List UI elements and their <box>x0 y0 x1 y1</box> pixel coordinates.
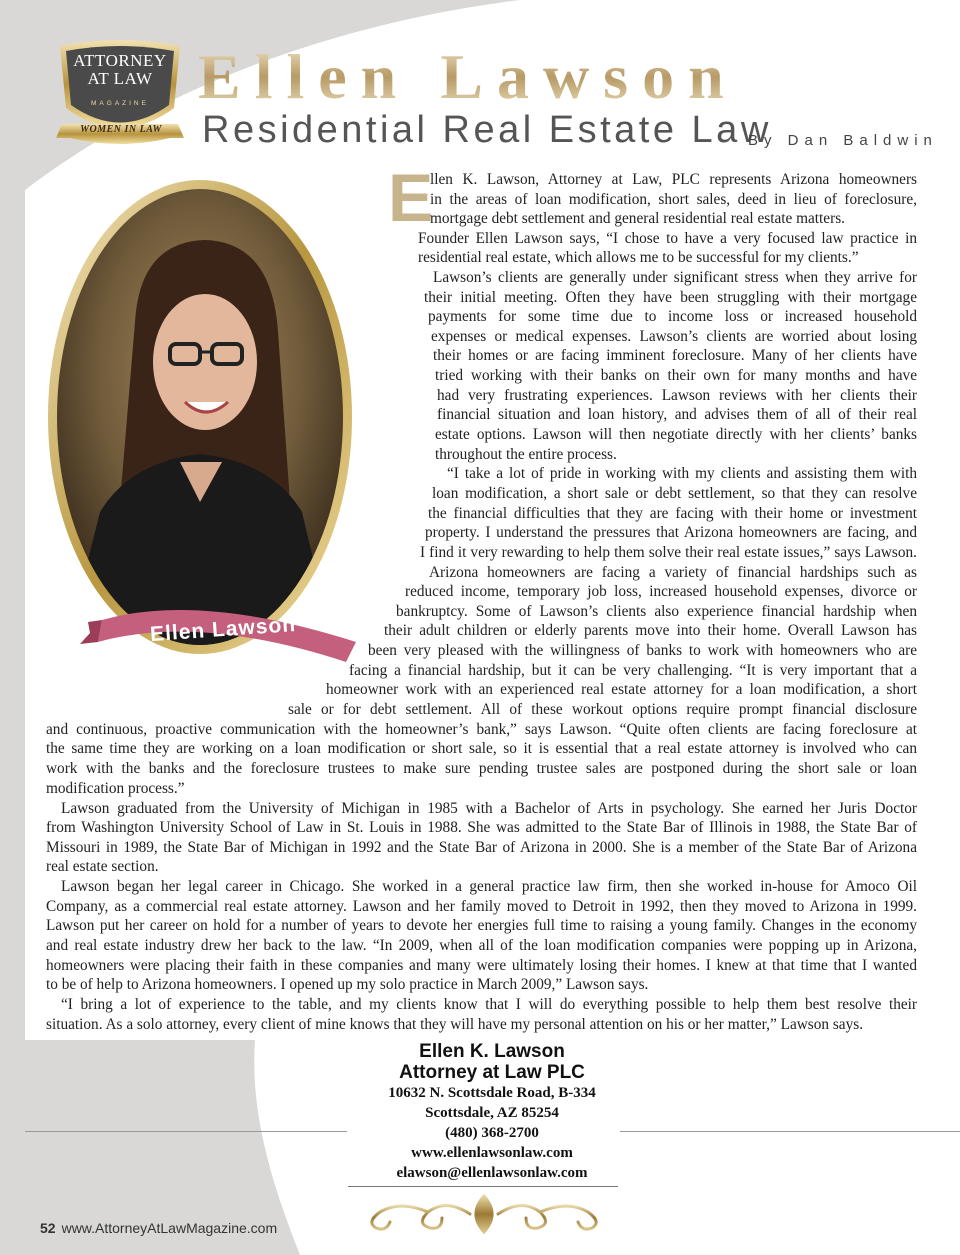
article-line: “I take a lot of pride in working with my clients and assisting them with <box>447 465 917 482</box>
page-number: 52 <box>40 1220 56 1236</box>
contact-city: Scottsdale, AZ 85254 <box>425 1105 559 1121</box>
contact-firm: Attorney at Law PLC <box>399 1062 585 1083</box>
article-line: I find it very rewarding to help them solve their real estate issues,” says Lawson. <box>420 544 917 561</box>
article-line: the same time they are working on a loan modification or short sale, so it is essential that a real estate attorney is involved who can <box>46 740 917 757</box>
article-line: residential real estate, which allows me to be successful for my clients.” <box>418 249 859 266</box>
article-line: mortgage debt settlement and general residential real estate matters. <box>430 210 845 227</box>
article-line: been very pleased with the willingness of banks to work with homeowners who are <box>368 642 917 659</box>
article-line: property. I understand the pressures that Arizona homeowners are facing, and <box>425 524 917 541</box>
footer-site-link[interactable]: www.AttorneyAtLawMagazine.com <box>61 1220 278 1236</box>
byline: By Dan Baldwin <box>748 132 938 149</box>
article-line: and real estate industry drew her back to the law. “In 2009, when all of the loan modification companies were popping up in Arizona, <box>46 937 917 954</box>
portrait-ribbon-label: Ellen Lawson <box>149 612 297 647</box>
article-line: to be of help to Arizona homeowners. I opened up my solo practice in March 2009,” Lawson says. <box>46 976 649 993</box>
article-line: Lawson graduated from the University of Michigan in 1985 with a Bachelor of Arts in psychology. She earned her Juris Doctor <box>61 800 917 817</box>
article-line: homeowner work with an experienced real estate attorney for a loan modification, a short <box>326 681 917 698</box>
contact-email[interactable]: elawson@ellenlawsonlaw.com <box>396 1165 588 1181</box>
article-line: and continuous, proactive communication with the homeowner’s bank,” says Lawson. “Quite often clients are facing foreclosure at <box>46 721 917 738</box>
article-line: llen K. Lawson, Attorney at Law, PLC represents Arizona homeowners <box>430 171 917 188</box>
divider-ornament-top <box>348 1186 618 1187</box>
article-line: real estate section. <box>46 858 159 875</box>
article-line: sale or for debt settlement. All of these workout options require prompt financial disclosure <box>288 701 917 718</box>
article-line: “I bring a lot of experience to the table, and my clients know that I will do everything possible to help them best resolve their <box>61 996 917 1013</box>
article-title: Ellen Lawson <box>198 41 738 112</box>
contact-phone: (480) 368-2700 <box>445 1125 539 1141</box>
article-line: Missouri in 1989, the State Bar of Michigan in 1992 and the State Bar of Arizona in 2000. She is a member of the State Bar of Arizona <box>46 839 917 856</box>
article-line: facing a financial hardship, but it can be very challenging. “It is very important that a <box>349 662 917 679</box>
article-line: Company, as a commercial real estate attorney. Lawson and her family moved to Detroit in 1992, then they moved to Arizona in 1999. <box>46 898 917 915</box>
article-line: estate options. Lawson will then negotiate directly with her clients’ banks <box>435 426 917 443</box>
article-line: reduced income, temporary job loss, increased household expenses, divorce or <box>405 583 917 600</box>
article-line: expenses or medical expenses. Lawson’s clients are worried about losing <box>431 328 917 345</box>
article-line: their homes or are facing imminent foreclosure. Many of her clients have <box>433 347 917 364</box>
article-line: modification process.” <box>46 780 185 797</box>
article-line: throughout the entire process. <box>435 446 617 463</box>
article-line: their initial meeting. Often they have been struggling with their mortgage <box>424 289 917 306</box>
article-line: their adult children or elderly parents move into their home. Overall Lawson has <box>384 622 917 639</box>
article-line: Founder Ellen Lawson says, “I chose to have a very focused law practice in <box>418 230 917 247</box>
article-line: loan modification, a short sale or debt settlement, so that they can resolve <box>432 485 917 502</box>
contact-website[interactable]: www.ellenlawsonlaw.com <box>411 1145 573 1161</box>
article-line: payments for some time due to income loss or increased household <box>428 308 917 325</box>
article-subtitle: Residential Real Estate Law <box>202 109 772 151</box>
contact-block <box>300 1041 684 1183</box>
article-line: situation. As a solo attorney, every client of mine knows that they will have my personal attention on his or her matter,” Lawson says. <box>46 1016 864 1033</box>
article-line: had very frustrating experiences. Lawson reviews with her clients their <box>437 387 917 404</box>
badge-title: ATTORNEY AT LAW <box>73 51 167 88</box>
article-line: in the areas of loan modification, short sales, deed in lieu of foreclosure, <box>430 191 917 208</box>
article-line: from Washington University School of Law in St. Louis in 1988. She was admitted to the State Bar of Illinois in 1988, the State Bar of <box>46 819 917 836</box>
article-line: financial situation and loan history, and advises them of all of their real <box>437 406 917 423</box>
article-line: the financial difficulties that they are facing with their home or investment <box>428 505 917 522</box>
drop-cap: E <box>388 160 434 236</box>
article-line: Arizona homeowners are facing a variety of financial hardships such as <box>429 564 917 581</box>
article-line: Lawson’s clients are generally under significant stress when they arrive for <box>433 269 917 286</box>
divider-left <box>25 1131 347 1132</box>
contact-address: 10632 N. Scottsdale Road, B-334 <box>388 1085 596 1101</box>
article-line: Lawson began her legal career in Chicago. She worked in a general practice law firm, then she worked in-house for Amoco Oil <box>61 878 917 895</box>
badge-ribbon: WOMEN IN LAW <box>80 124 162 135</box>
article-line: Lawson put her career on hold for a number of years to devote her energies full time to raising a young family. Changes in the economy <box>46 917 917 934</box>
ornament-flourish-icon <box>350 1190 618 1238</box>
article-line: homeowners were placing their faith in these companies and many were ultimately losing their homes. I knew at that time that I wanted <box>46 957 917 974</box>
article-line: work with the banks and the foreclosure trustees to make sure pending trustee sales are postponed during the short sale or loan <box>46 760 917 777</box>
contact-name: Ellen K. Lawson <box>419 1041 565 1062</box>
article-line: bankruptcy. Some of Lawson’s clients also experience financial hardship when <box>396 603 917 620</box>
badge-magazine: MAGAZINE <box>91 100 149 107</box>
page-footer <box>40 1220 277 1236</box>
article-line: tried working with their banks on their own for many months and have <box>435 367 917 384</box>
